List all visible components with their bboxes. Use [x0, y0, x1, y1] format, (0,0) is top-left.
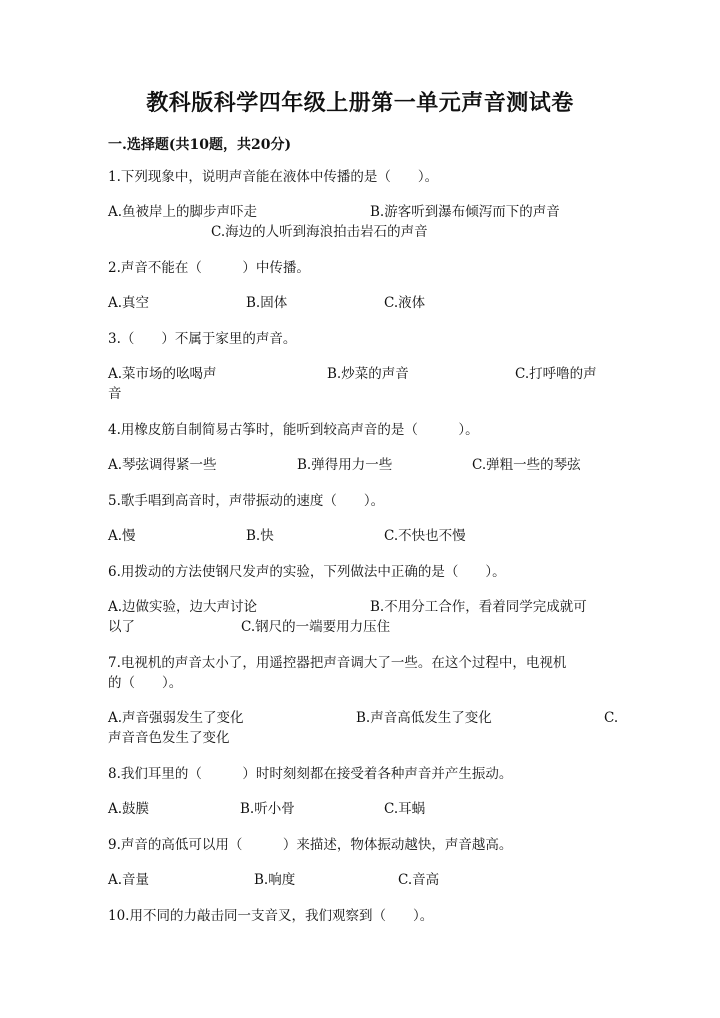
- question-7-stem-wrap: 的（ ）。: [108, 675, 183, 691]
- question-9-stem: 9.声音的高低可以用（ ）来描述，物体振动越快，声音越高。: [108, 837, 513, 853]
- question-6-option-b-wrap: 以了: [108, 619, 135, 635]
- question-2-option-a: A.真空: [108, 295, 150, 311]
- question-2-stem: 2.声音不能在（ ）中传播。: [108, 260, 310, 276]
- question-5-option-b: B.快: [246, 528, 274, 544]
- question-4-option-b: B.弹得用力一些: [297, 457, 393, 473]
- question-1-option-a: A.鱼被岸上的脚步声吓走: [108, 204, 258, 220]
- question-8-option-b: B.听小骨: [240, 801, 295, 817]
- page-title: 教科版科学四年级上册第一单元声音测试卷: [146, 90, 574, 116]
- question-3-option-b: B.炒菜的声音: [327, 366, 409, 382]
- question-1-stem: 1.下列现象中，说明声音能在液体中传播的是（ ）。: [108, 169, 439, 185]
- question-2-option-c: C.液体: [384, 295, 426, 311]
- question-5-option-a: A.慢: [108, 528, 136, 544]
- question-9-option-c: C.音高: [398, 872, 440, 888]
- question-2-option-b: B.固体: [246, 295, 288, 311]
- question-4-stem: 4.用橡皮筋自制简易古筝时，能听到较高声音的是（ ）。: [108, 422, 479, 438]
- question-3-option-c-wrap: 音: [108, 386, 122, 402]
- question-4-option-a: A.琴弦调得紧一些: [108, 457, 217, 473]
- question-7-option-c-wrap: 声音音色发生了变化: [108, 730, 230, 746]
- section-heading: 一.选择题(共10题，共20分): [108, 137, 292, 153]
- question-8-stem: 8.我们耳里的（ ）时时刻刻都在接受着各种声音并产生振动。: [108, 766, 513, 782]
- question-9-option-b: B.响度: [254, 872, 296, 888]
- question-3-stem: 3.（ ）不属于家里的声音。: [108, 331, 297, 347]
- question-3-option-a: A.菜市场的吆喝声: [108, 366, 217, 382]
- question-7-option-a: A.声音强弱发生了变化: [108, 710, 244, 726]
- question-1-option-c: C.海边的人听到海浪拍击岩石的声音: [211, 224, 428, 240]
- question-5-option-c: C.不快也不慢: [384, 528, 466, 544]
- question-6-option-b: B.不用分工合作，看着同学完成就可: [370, 599, 587, 615]
- question-9-option-a: A.音量: [108, 872, 150, 888]
- question-8-option-c: C.耳蜗: [384, 801, 426, 817]
- question-4-option-c: C.弹粗一些的琴弦: [472, 457, 581, 473]
- question-6-option-a: A.边做实验，边大声讨论: [108, 599, 258, 615]
- question-7-stem: 7.电视机的声音太小了，用遥控器把声音调大了一些。在这个过程中，电视机: [108, 655, 567, 671]
- question-7-option-b: B.声音高低发生了变化: [356, 710, 492, 726]
- question-7-option-c: C.: [604, 710, 619, 726]
- question-5-stem: 5.歌手唱到高音时，声带振动的速度（ ）。: [108, 493, 385, 509]
- question-6-option-c: C.钢尺的一端要用力压住: [241, 619, 391, 635]
- question-8-option-a: A.鼓膜: [108, 801, 150, 817]
- question-6-stem: 6.用拨动的方法使钢尺发声的实验，下列做法中正确的是（ ）。: [108, 564, 506, 580]
- question-1-option-b: B.游客听到瀑布倾泻而下的声音: [370, 204, 560, 220]
- question-10-stem: 10.用不同的力敲击同一支音叉，我们观察到（ ）。: [108, 908, 434, 924]
- question-3-option-c: C.打呼噜的声: [515, 366, 597, 382]
